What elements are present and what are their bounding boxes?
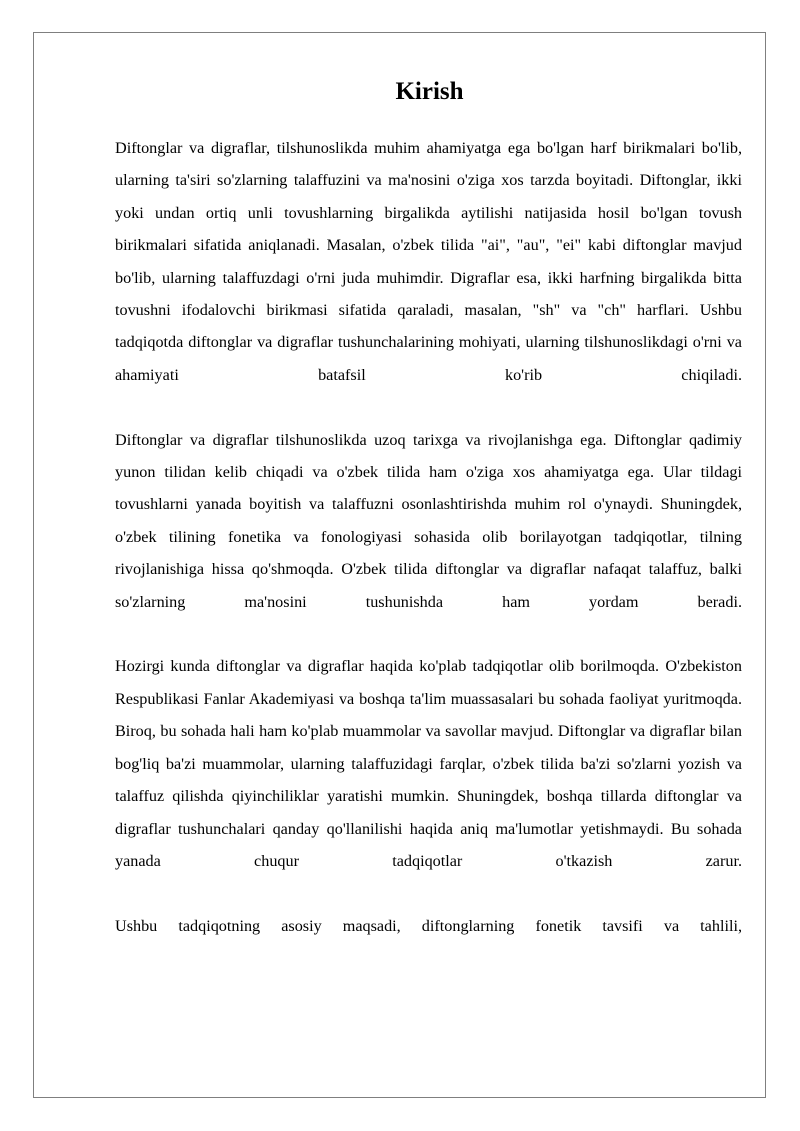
document-body: [115, 72, 742, 942]
paragraph-3: Hozirgi kunda diftonglar va digraflar haqida ko'plab tadqiqotlar olib borilmoqda. O'zbekiston Respublikasi Fanlar Akademiyasi va boshqa ta'lim muassasalari bu sohada faoliyat yuritmoqda. Biroq, bu sohada hali ham ko'plab muammolar va savollar mavjud. Diftonglar va digraflar bilan bog'liq ba'zi muammolar, ularning talaffuzidagi farqlar, o'zbek tilida ba'zi so'zlarni yozish va talaffuz qilishda qiyinchiliklar yaratishi mumkin. Shuningdek, boshqa tillarda diftonglar va digraflar tushunchalari qanday qo'llanilishi haqida aniq ma'lumotlar yetishmaydi. Bu sohada yanada chuqur tadqiqotlar o'tkazish zarur.: [115, 657, 742, 870]
paragraph-4: Ushbu tadqiqotning asosiy maqsadi, diftonglarning fonetik tavsifi va tahlili,: [115, 916, 742, 935]
paragraph-1: Diftonglar va digraflar, tilshunoslikda muhim ahamiyatga ega bo'lgan harf birikmalari bo'lib, ularning ta'siri so'zlarning talaffuzini va ma'nosini o'ziga xos tarzda boyitadi. Diftonglar, ikki yoki undan ortiq unli tovushlarning birgalikda aytilishi natijasida hosil bo'lgan tovush birikmalari sifatida aniqlanadi. Masalan, o'zbek tilida "ai", "au", "ei" kabi diftonglar mavjud bo'lib, ularning talaffuzdagi o'rni juda muhimdir. Digraflar esa, ikki harfning birgalikda bitta tovushni ifodalovchi birikmasi sifatida qaraladi, masalan, "sh" va "ch" harflari. Ushbu tadqiqotda diftonglar va digraflar tushunchalarining mohiyati, ularning tilshunoslikdagi o'rni va ahamiyati batafsil ko'rib chiqiladi.: [115, 139, 742, 384]
document-title: Kirish: [395, 78, 464, 105]
paragraph-2: Diftonglar va digraflar tilshunoslikda uzoq tarixga va rivojlanishga ega. Diftonglar qadimiy yunon tilidan kelib chiqadi va o'zbek tilida ham o'ziga xos ahamiyatga ega. Ular tildagi tovushlarni yanada boyitish va talaffuzni osonlashtirishda muhim rol o'ynaydi. Shuningdek, o'zbek tilining fonetika va fonologiyasi sohasida olib borilayotgan tadqiqotlar, tilning rivojlanishiga hissa qo'shmoqda. O'zbek tilida diftonglar va digraflar nafaqat talaffuz, balki so'zlarning ma'nosini tushunishda ham yordam beradi.: [115, 430, 742, 611]
